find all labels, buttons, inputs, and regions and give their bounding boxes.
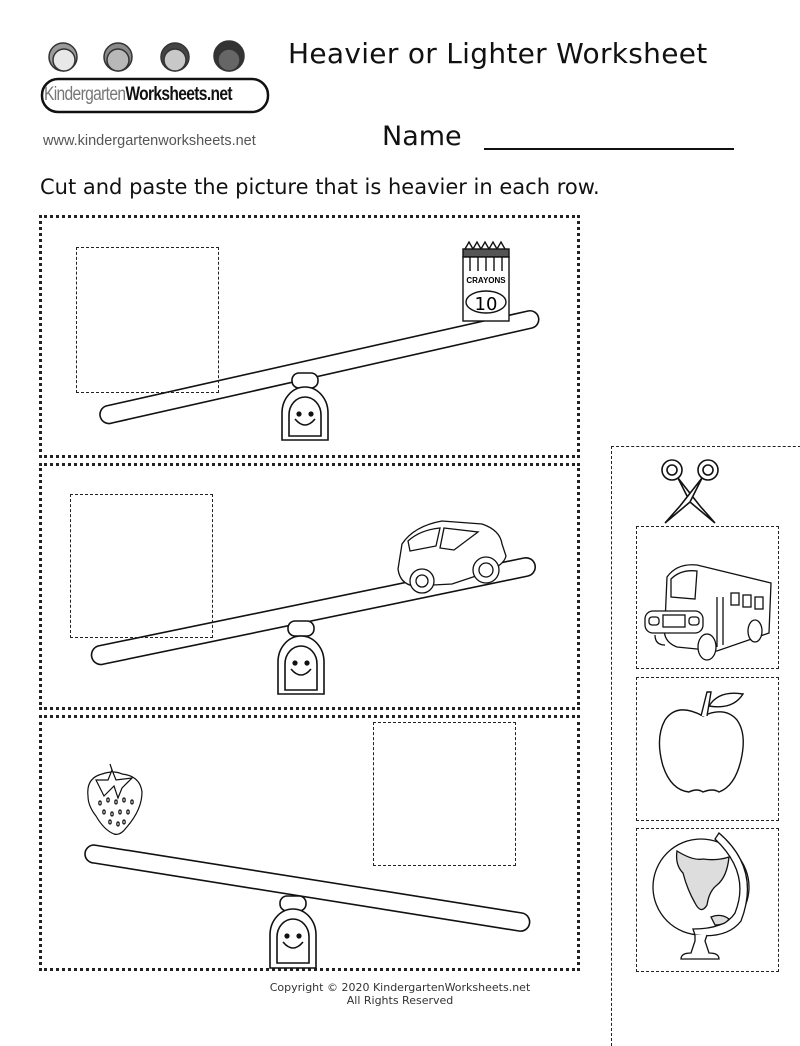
scissors-icon — [660, 458, 720, 530]
copyright-footer — [230, 981, 570, 1007]
rights-text: All Rights Reserved — [346, 994, 454, 1007]
apple-icon — [659, 692, 743, 792]
instructions: Cut and paste the picture that is heavier in each row. — [40, 175, 600, 199]
globe-icon — [653, 833, 749, 959]
car-icon — [398, 521, 506, 593]
crayons-count: 10 — [474, 294, 498, 315]
site-logo — [30, 40, 280, 120]
cutout-card[interactable] — [636, 677, 779, 821]
cutout-card[interactable] — [636, 526, 779, 669]
row-2 — [39, 463, 580, 710]
strawberry-icon — [88, 764, 142, 834]
row-1 — [39, 215, 580, 458]
row-3 — [39, 715, 580, 971]
name-label: Name — [382, 121, 462, 152]
crayons-label: CRAYONS — [466, 276, 506, 285]
paste-box[interactable] — [373, 722, 516, 866]
copyright-text: Copyright © 2020 KindergartenWorksheets.net — [269, 981, 531, 994]
logo-text-light: Kindergarten — [44, 84, 126, 105]
paste-box[interactable] — [76, 247, 219, 393]
name-field[interactable] — [484, 148, 734, 150]
logo-text-bold: Worksheets.net — [125, 84, 232, 105]
page-title: Heavier or Lighter Worksheet — [288, 37, 708, 70]
site-url: www.kindergartenworksheets.net — [43, 133, 256, 149]
kids-illustration-icon — [49, 41, 244, 71]
cutout-card[interactable] — [636, 828, 779, 972]
school-bus-icon — [645, 565, 771, 660]
paste-box[interactable] — [70, 494, 213, 638]
